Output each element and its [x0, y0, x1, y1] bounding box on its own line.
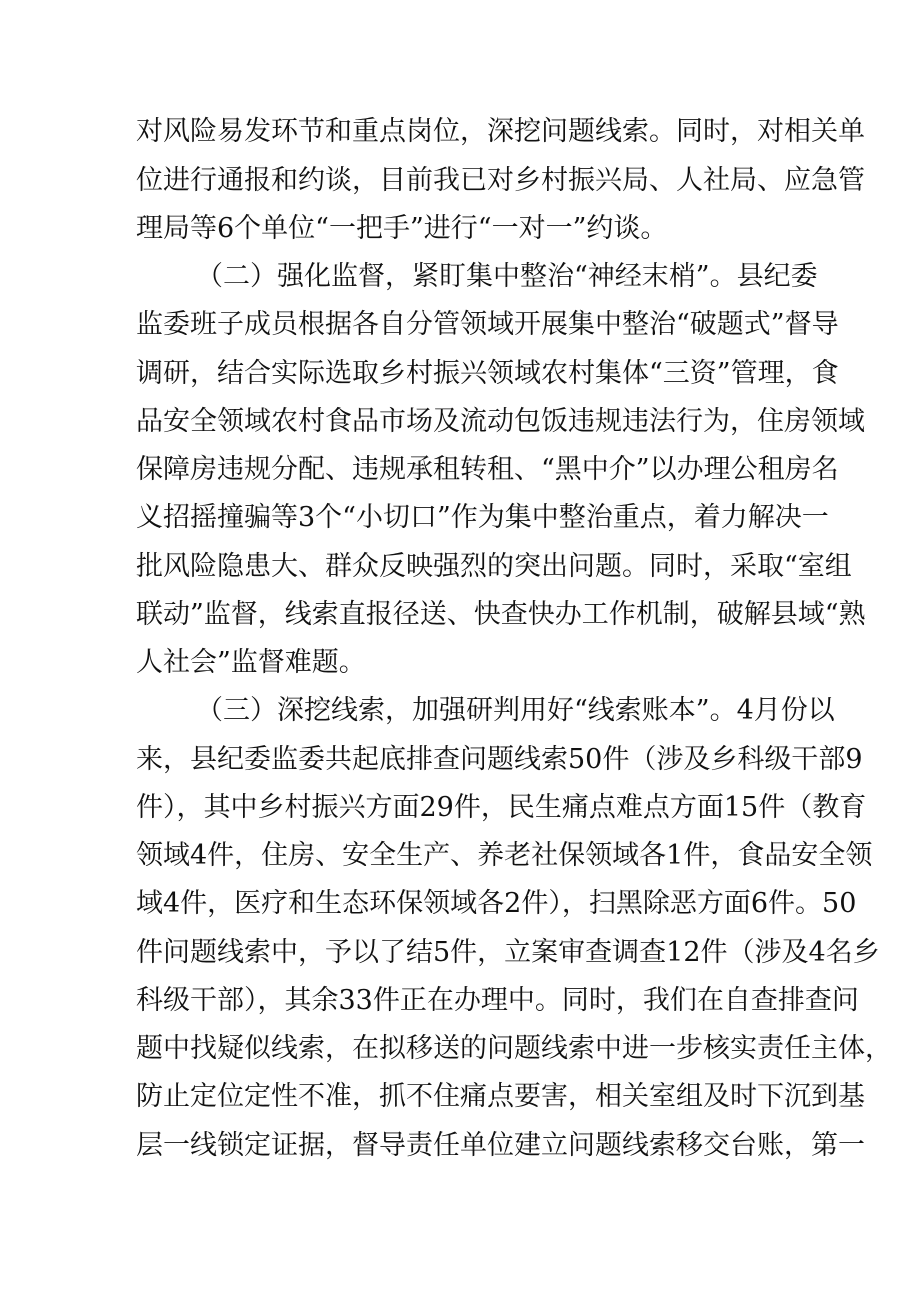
- text-line: 品安全领域农村食品市场及流动包饭违规违法行为，住房领域: [136, 406, 865, 437]
- text-line: 防止定位定性不准，抓不住痛点要害，相关室组及时下沉到基: [136, 1081, 865, 1112]
- text-line: 批风险隐患大、群众反映强烈的突出问题。同时，采取“室组: [136, 551, 852, 582]
- text-line: 题中找疑似线索，在拟移送的问题线索中进一步核实责任主体，: [136, 1033, 892, 1064]
- text-line: 理局等6个单位“一把手”进行“一对一”约谈。: [136, 213, 668, 244]
- text-line: 保障房违规分配、违规承租转租、“黑中介”以办理公租房名: [136, 454, 839, 485]
- text-line: 领域4件，住房、安全生产、养老社保领域各1件，食品安全领: [136, 840, 873, 871]
- text-line: 域4件，医疗和生态环保领域各2件），扫黑除恶方面6件。50: [136, 888, 857, 919]
- text-line: 件），其中乡村振兴方面29件，民生痛点难点方面15件（教育: [136, 792, 867, 823]
- text-line: 人社会”监督难题。: [136, 647, 366, 678]
- text-line: 义招摇撞骗等3个“小切口”作为集中整治重点，着力解决一: [136, 502, 829, 533]
- text-line: 对风险易发环节和重点岗位，深挖问题线索。同时，对相关单: [136, 116, 865, 147]
- text-line: 层一线锁定证据，督导责任单位建立问题线索移交台账，第一: [136, 1130, 865, 1161]
- text-line: 联动”监督，线索直报径送、快查快办工作机制，破解县域“熟: [136, 599, 866, 630]
- paragraph-heading-line: （二）强化监督，紧盯集中整治“神经末梢”。县纪委: [196, 261, 818, 292]
- text-line: 科级干部），其余33件正在办理中。同时，我们在自查排查问: [136, 985, 859, 1016]
- text-line: 监委班子成员根据各自分管领域开展集中整治“破题式”督导: [136, 309, 839, 340]
- text-line: 调研，结合实际选取乡村振兴领域农村集体“三资”管理，食: [136, 358, 839, 389]
- text-line: 件问题线索中，予以了结5件，立案审查调查12件（涉及4名乡: [136, 937, 880, 968]
- text-line: 来，县纪委监委共起底排查问题线索50件（涉及乡科级干部9: [136, 744, 863, 775]
- text-line: 位进行通报和约谈，目前我已对乡村振兴局、人社局、应急管: [136, 165, 865, 196]
- paragraph-heading-line: （三）深挖线索，加强研判用好“线索账本”。4月份以: [196, 695, 835, 726]
